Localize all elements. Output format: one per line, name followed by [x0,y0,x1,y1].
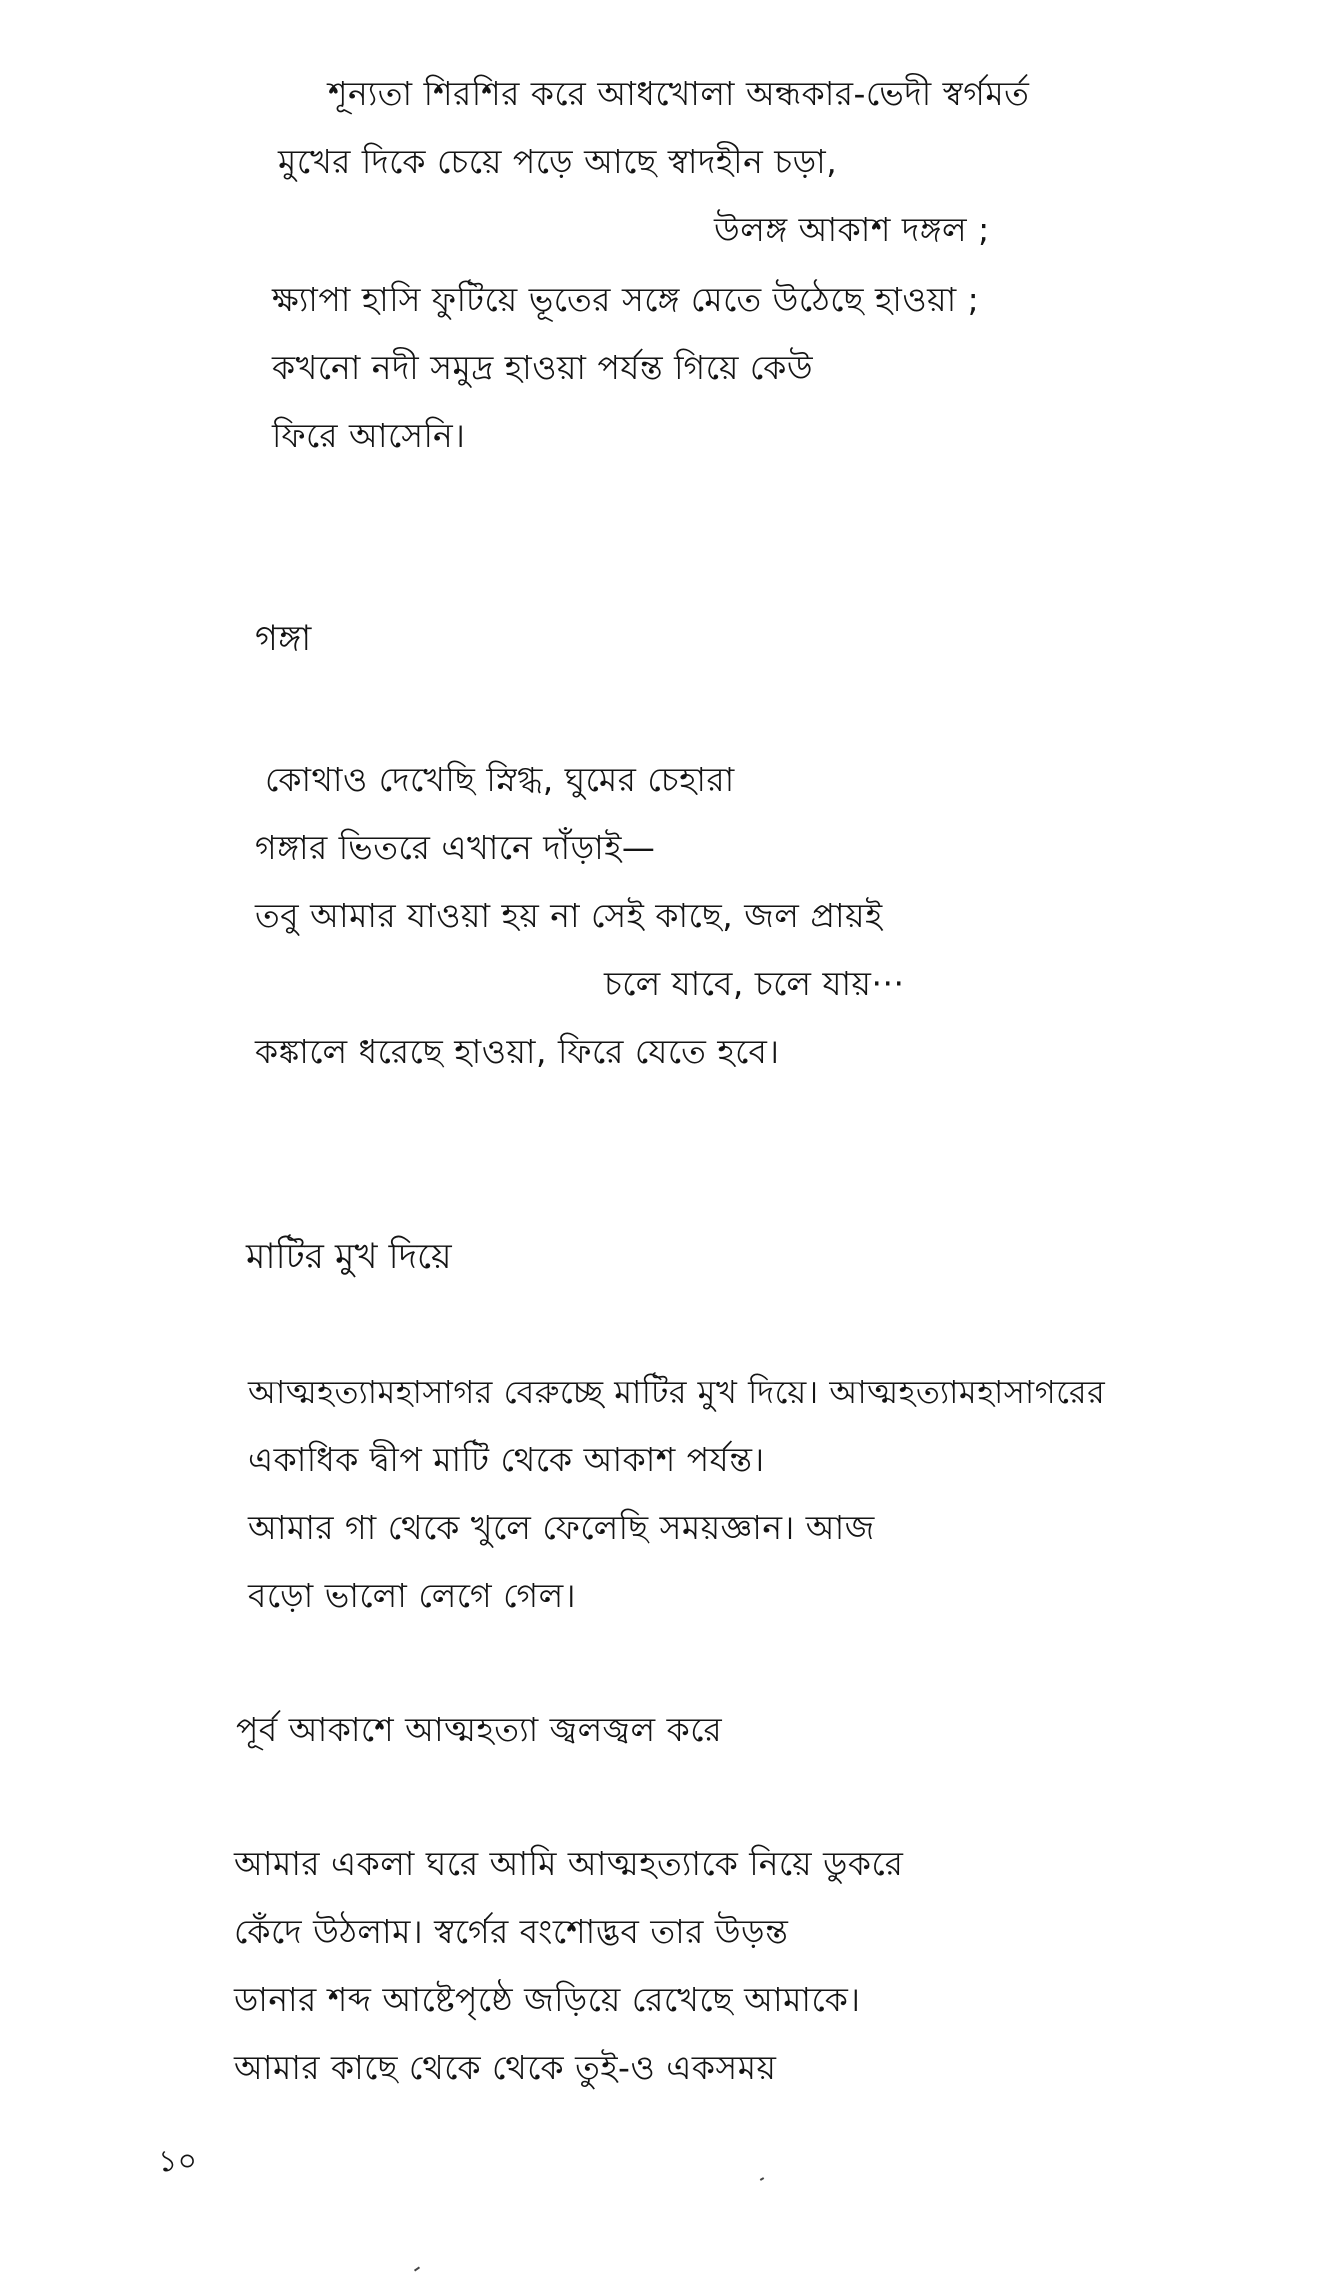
poem-line: কোথাও দেখেছি স্নিগ্ধ, ঘুমের চেহারা [265,760,735,799]
poem-line: গঙ্গার ভিতরে এখানে দাঁড়াই— [255,828,656,867]
poem-line: একাধিক দ্বীপ মাটি থেকে আকাশ পর্যন্ত। [248,1440,765,1479]
poem-title: গঙ্গা [255,619,312,659]
scan-speck [760,2177,764,2181]
poem-line: আমার গা থেকে খুলে ফেলেছি সময়জ্ঞান। আজ [248,1508,875,1547]
poem-line: আমার কাছে থেকে থেকে তুই-ও একসময় [234,2048,777,2087]
poem-line: কেঁদে উঠলাম। স্বর্গের বংশোদ্ভব তার উড়ন্ত [234,1912,789,1951]
poem-line: কখনো নদী সমুদ্র হাওয়া পর্যন্ত গিয়ে কেউ [272,348,814,387]
poem-line: ক্ষ্যাপা হাসি ফুটিয়ে ভূতের সঙ্গে মেতে উঠেছে হাওয়া ; [272,280,980,319]
poem-line: উলঙ্গ আকাশ দঙ্গল ; [714,210,990,249]
poem-title: মাটির মুখ দিয়ে [246,1237,452,1277]
poem-line: তবু আমার যাওয়া হয় না সেই কাছে, জল প্রায়ই [255,896,883,935]
poem-line: পূর্ব আকাশে আত্মহত্যা জ্বলজ্বল করে [236,1710,723,1749]
poem-line: আত্মহত্যামহাসাগর বেরুচ্ছে মাটির মুখ দিয়ে। আত্মহত্যামহাসাগরের [248,1373,1106,1411]
poem-line: ডানার শব্দ আষ্টেপৃষ্ঠে জড়িয়ে রেখেছে আমাকে। [234,1980,861,2019]
poem-line: বড়ো ভালো লেগে গেল। [248,1576,577,1615]
poem-line: কঙ্কালে ধরেছে হাওয়া, ফিরে যেতে হবে। [255,1032,780,1071]
poem-line: শূন্যতা শিরশির করে আধখোলা অন্ধকার-ভেদী স্বর্গমর্ত [328,74,1030,113]
poem-line: মুখের দিকে চেয়ে পড়ে আছে স্বাদহীন চড়া, [278,142,838,181]
poem-line: আমার একলা ঘরে আমি আত্মহত্যাকে নিয়ে ডুকরে [234,1844,904,1883]
poem-line: ফিরে আসেনি। [272,416,466,455]
scan-speck [414,2266,420,2271]
poem-line: চলে যাবে, চলে যায়··· [604,964,905,1003]
page-number: ১০ [158,2144,197,2179]
